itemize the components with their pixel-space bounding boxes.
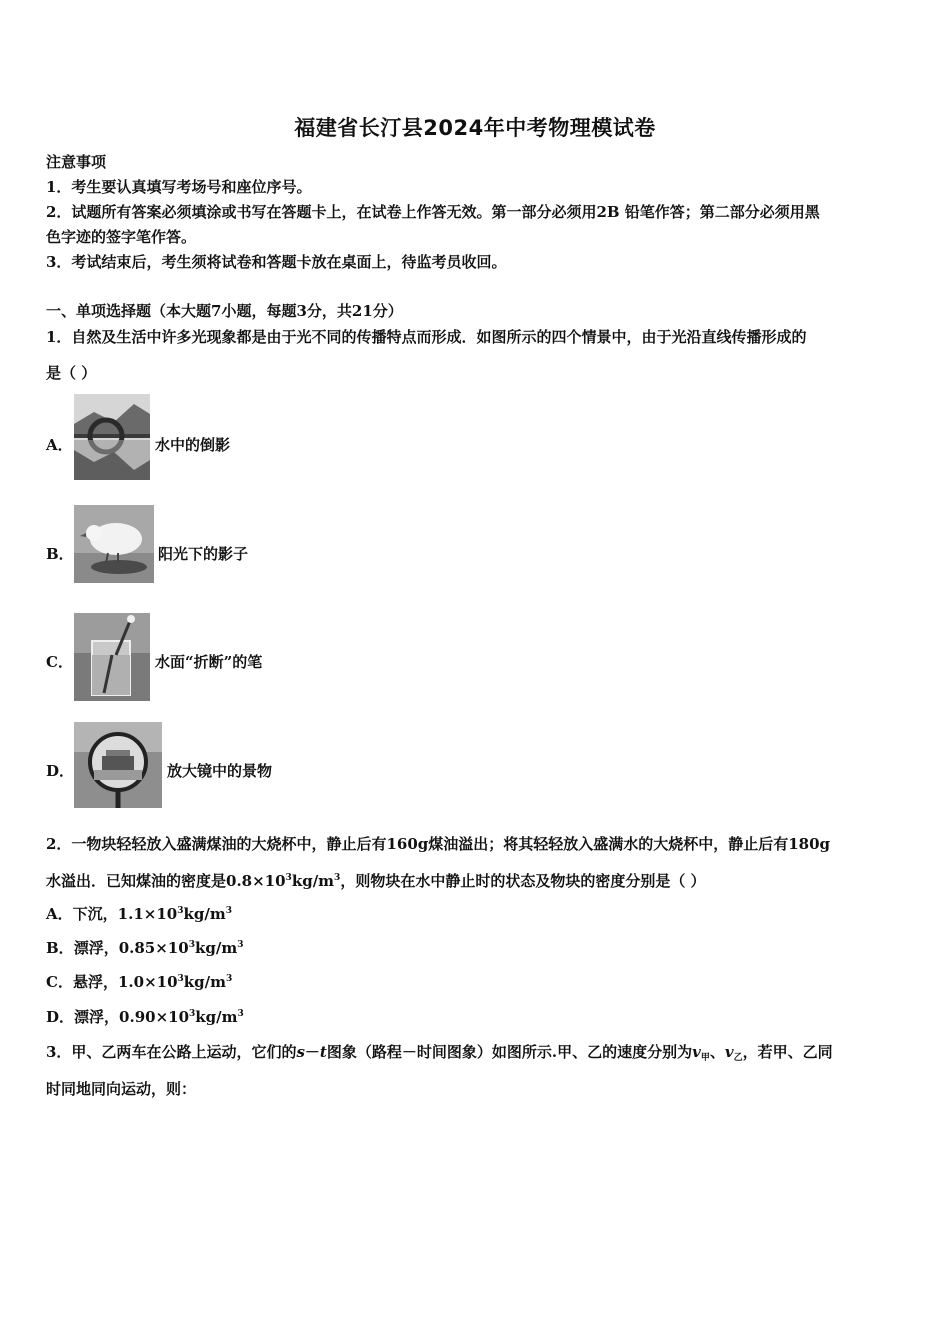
q2-stem-prefix: 水溢出．已知煤油的密度是0.8×10 [46, 872, 286, 890]
q3-var-t: t [319, 1043, 327, 1061]
q2-option-a-unit-exp: 3 [225, 906, 232, 916]
q1-option-b-text[interactable]: 阳光下的影子 [158, 545, 249, 563]
q3-stem-line-1 [46, 1042, 833, 1065]
q2-option-c-unit: kg/m [183, 973, 227, 991]
q2-option-a-letter: A． [46, 905, 73, 923]
q2-option-b-unit: kg/m [194, 939, 238, 957]
magnifier-scene-photo-icon [74, 722, 162, 808]
q2-option-c-value: 1.0×10 [117, 973, 178, 991]
q1-option-c-letter[interactable]: C． [46, 653, 73, 671]
notice-item-1: 1．考生要认真填写考场号和座位序号。 [46, 178, 312, 196]
q2-option-b-exp: 3 [188, 940, 195, 950]
notice-item-2-line-1: 2．试题所有答案必须填涂或书写在答题卡上，在试卷上作答无效。第一部分必须用2B 铅笔作答；第二部分必须用黑 [46, 203, 820, 221]
q2-option-c-letter: C． [46, 973, 73, 991]
q2-option-a[interactable] [46, 904, 232, 924]
q3-v1: v [692, 1043, 701, 1061]
q2-stem-exp: 3 [285, 873, 292, 883]
q2-stem-unit-exp: 3 [334, 873, 341, 883]
dove-shadow-photo-icon [74, 505, 154, 583]
q2-stem-line-2 [46, 871, 706, 891]
q2-stem-suffix: ，则物块在水中静止时的状态及物块的密度分别是（ ） [340, 872, 706, 890]
q1-option-a-letter[interactable]: A． [46, 436, 73, 454]
q2-option-c[interactable] [46, 972, 232, 992]
q1-stem-line-1: 1．自然及生活中许多光现象都是由于光不同的传播特点而形成．如图所示的四个情景中，由于光沿直线传播形成的 [46, 328, 807, 346]
q3-part-2: 图象（路程－时间图象）如图所示.甲、乙的速度分别为 [326, 1043, 693, 1061]
q1-option-c-text[interactable]: 水面“折断”的笔 [155, 653, 263, 671]
q2-option-b[interactable] [46, 938, 243, 958]
section-heading: 一、单项选择题（本大题7小题，每题3分，共21分） [46, 302, 403, 320]
q2-option-d-letter: D． [46, 1008, 75, 1026]
q3-part-3: ，若甲、乙同 [742, 1043, 833, 1061]
notice-item-2-line-2: 色字迹的签字笔作答。 [46, 228, 197, 246]
q3-v2: v [724, 1043, 734, 1061]
q2-option-a-state: 下沉， [72, 905, 118, 923]
q1-option-d-letter[interactable]: D． [46, 762, 75, 780]
q2-option-b-letter: B． [46, 939, 74, 957]
q2-option-a-value: 1.1×10 [117, 905, 178, 923]
q3-part-1: 3．甲、乙两车在公路上运动，它们的 [46, 1043, 297, 1061]
q2-option-c-unit-exp: 3 [226, 974, 233, 984]
q2-option-d-exp: 3 [189, 1009, 196, 1019]
q2-option-d-unit: kg/m [195, 1008, 238, 1026]
q3-sep: 、 [709, 1043, 725, 1061]
q1-option-a-text[interactable]: 水中的倒影 [155, 436, 231, 454]
q2-option-d-value: 0.90×10 [119, 1008, 190, 1026]
q3-dash: － [304, 1043, 320, 1061]
q2-option-b-state: 漂浮， [73, 939, 119, 957]
q1-stem-line-2: 是（ ） [46, 364, 97, 382]
q2-option-c-exp: 3 [177, 974, 184, 984]
q1-option-b-letter[interactable]: B． [46, 545, 74, 563]
q2-option-d-unit-exp: 3 [237, 1009, 244, 1019]
q2-option-a-exp: 3 [177, 906, 184, 916]
notice-heading: 注意事项 [46, 153, 107, 171]
page-title: 福建省长汀县2024年中考物理模试卷 [294, 116, 656, 140]
q2-option-c-state: 悬浮， [72, 973, 118, 991]
bridge-reflection-photo-icon [74, 394, 150, 480]
q2-option-b-value: 0.85×10 [118, 939, 189, 957]
q1-option-d-text[interactable]: 放大镜中的景物 [167, 762, 273, 780]
notice-item-3: 3．考试结束后，考生须将试卷和答题卡放在桌面上，待监考员收回。 [46, 253, 507, 271]
q3-var-s: s [296, 1043, 305, 1061]
pencil-in-glass-photo-icon [74, 613, 150, 701]
q2-option-d[interactable] [46, 1007, 244, 1027]
q2-stem-line-1: 2．一物块轻轻放入盛满煤油的大烧杯中，静止后有160g煤油溢出；将其轻轻放入盛满水的大烧杯中，静止后有180g [46, 835, 831, 853]
q3-stem-line-2: 时同地同向运动，则： [46, 1080, 197, 1098]
q2-option-b-unit-exp: 3 [237, 940, 244, 950]
q3-v1-sub: 甲 [700, 1053, 710, 1063]
q2-option-a-unit: kg/m [183, 905, 226, 923]
q2-stem-unit: kg/m [291, 872, 335, 890]
q3-v2-sub: 乙 [733, 1053, 743, 1063]
q2-option-d-state: 漂浮， [74, 1008, 120, 1026]
